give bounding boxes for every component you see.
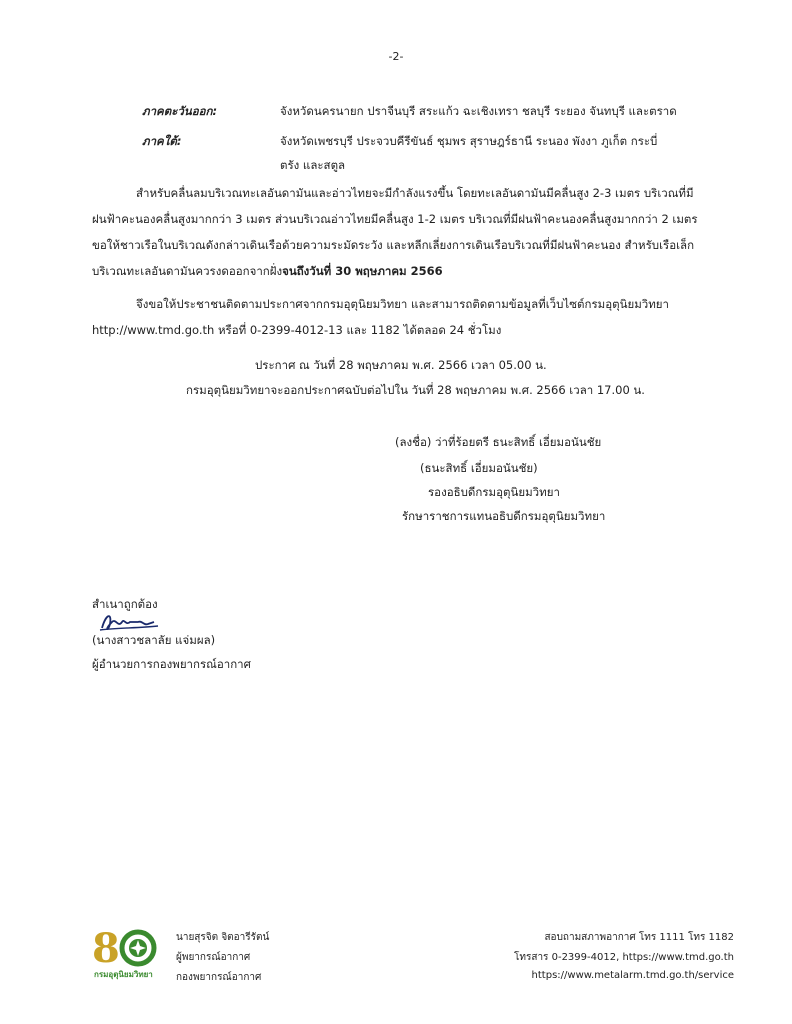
certified-name: (นางสาวชลาลัย แจ่มผล): [92, 633, 216, 647]
page-number: -2-: [388, 50, 404, 63]
signatory-name: (ธนะสิทธิ์ เอี่ยมอนันชัย): [420, 461, 538, 475]
logo-text: กรมอุตุนิยมวิทยา: [94, 970, 153, 979]
marine-line-4: [92, 263, 443, 281]
region-east-label: ภาคตะวันออก:: [142, 104, 218, 118]
region-east-provinces: จังหวัดนครนายก ปราจีนบุรี สระแก้ว ฉะเชิงเทรา ชลบุรี ระยอง จันทบุรี และตราด: [280, 104, 677, 118]
region-south-label: ภาคใต้:: [142, 134, 182, 148]
marine-line-3: ขอให้ชาวเรือในบริเวณดังกล่าวเดินเรือด้วยความระมัดระวัง และหลีกเลี่ยงการเดินเรือบริเวณที่มีฝนฟ้าคะนอง สำหรับเรือเล็ก: [92, 238, 695, 252]
signatory-acting: รักษาราชการแทนอธิบดีกรมอุตุนิยมวิทยา: [402, 509, 606, 523]
forecaster-name: นายสุรจิต จิตอารีรัตน์: [176, 932, 270, 943]
next-announce: กรมอุตุนิยมวิทยาจะออกประกาศฉบับต่อไปใน วันที่ 28 พฤษภาคม พ.ศ. 2566 เวลา 17.00 น.: [186, 383, 645, 397]
tmd-80-logo: [90, 922, 162, 990]
region-south-provinces-1: จังหวัดเพชรบุรี ประจวบคีรีขันธ์ ชุมพร สุราษฎร์ธานี ระนอง พังงา ภูเก็ต กระบี่: [280, 134, 658, 148]
footer-service-link[interactable]: https://www.metalarm.tmd.go.th/service: [531, 970, 734, 981]
signatory-signed: (ลงชื่อ) ว่าที่ร้อยตรี ธนะสิทธิ์ เอี่ยมอนันชัย: [395, 435, 602, 449]
certified-position: ผู้อำนวยการกองพยากรณ์อากาศ: [92, 657, 251, 671]
footer-hotline: สอบถามสภาพอากาศ โทร 1111 โทร 1182: [544, 932, 734, 943]
footer-fax-web[interactable]: โทรสาร 0-2399-4012, https://www.tmd.go.th: [514, 952, 734, 963]
svg-text:8: 8: [92, 925, 120, 972]
follow-line-1: จึงขอให้ประชาชนติดตามประกาศจากกรมอุตุนิยมวิทยา และสามารถติดตามข้อมูลที่เว็บไซต์กรมอุตุนิยมวิทยา: [136, 297, 670, 311]
warning-end-date: จนถึงวันที่ 30 พฤษภาคม 2566: [282, 264, 443, 278]
forecaster-title: ผู้พยากรณ์อากาศ: [176, 952, 251, 963]
certified-label: สำเนาถูกต้อง: [92, 597, 158, 611]
marine-line-1: สำหรับคลื่นลมบริเวณทะเลอันดามันและอ่าวไทยจะมีกำลังแรงขึ้น โดยทะเลอันดามันมีคลื่นสูง 2-3 เมตร บริเวณที่มี: [136, 186, 694, 200]
forecast-division: กองพยากรณ์อากาศ: [176, 972, 262, 983]
announce-date: ประกาศ ณ วันที่ 28 พฤษภาคม พ.ศ. 2566 เวลา 05.00 น.: [255, 358, 547, 372]
region-south-provinces-2: ตรัง และสตูล: [280, 158, 346, 172]
follow-line-2: http://www.tmd.go.th หรือที่ 0-2399-4012-13 และ 1182 ได้ตลอด 24 ชั่วโมง: [92, 323, 502, 337]
marine-line-2: ฝนฟ้าคะนองคลื่นสูงมากกว่า 3 เมตร ส่วนบริเวณอ่าวไทยมีคลื่นสูง 1-2 เมตร บริเวณที่มีฝนฟ้าคะนองคลื่นสูงมากกว่า 2 เมตร: [92, 212, 698, 226]
signatory-position: รองอธิบดีกรมอุตุนิยมวิทยา: [428, 485, 560, 499]
marine-line-4-text: บริเวณทะเลอันดามันควรงดออกจากฝั่ง: [92, 264, 283, 278]
